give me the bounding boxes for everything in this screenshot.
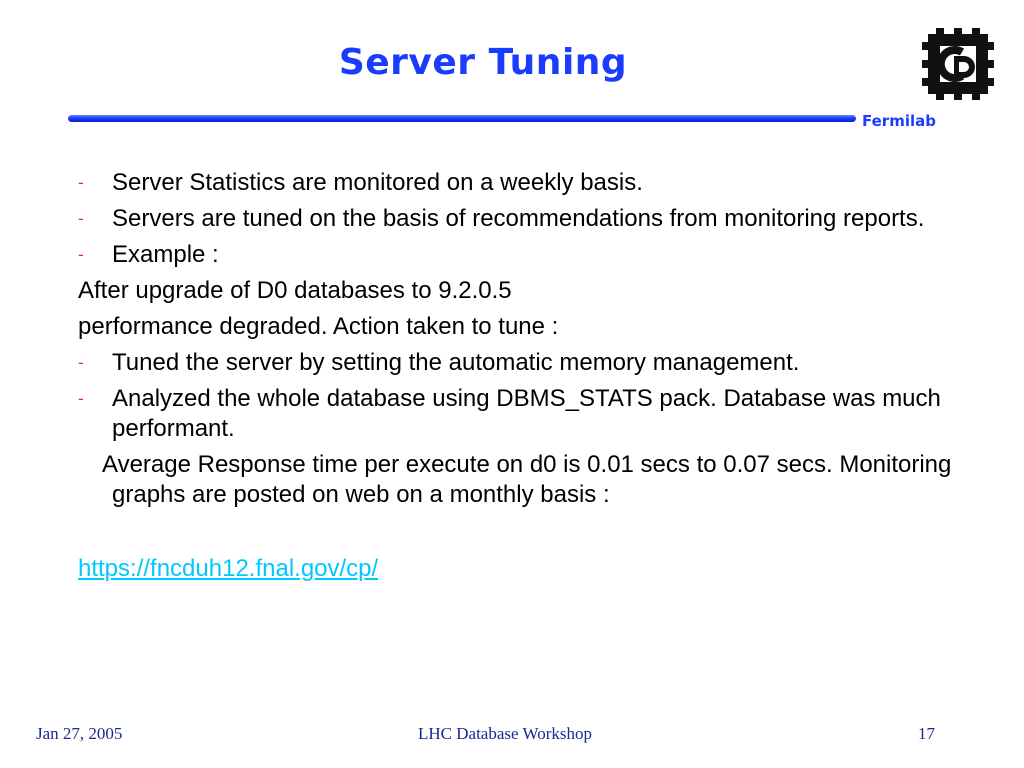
list-item (78, 204, 958, 234)
title-divider (68, 115, 856, 122)
bullet-marker: - (78, 209, 84, 228)
bullet-marker: - (78, 173, 84, 192)
list-item (78, 240, 958, 270)
list-item-text: Server Statistics are monitored on a weekly basis. (112, 169, 643, 196)
list-item (78, 348, 958, 378)
list-item-text: Analyzed the whole database using DBMS_STATS pack. Database was much performant. (112, 385, 941, 442)
page-number: 17 (918, 724, 935, 743)
list-item-text: Servers are tuned on the basis of recommendations from monitoring reports. (112, 205, 925, 232)
slide-body (78, 168, 958, 584)
body-text: performance degraded. Action taken to tune : (78, 313, 559, 340)
fermilab-cd-logo-icon (918, 24, 998, 104)
list-item (78, 384, 958, 444)
footer-event: LHC Database Workshop (418, 724, 592, 743)
average-response-text: Average Response time per execute on d0 is 0.01 secs to 0.07 secs. Monitoring graphs are posted on web on a monthly basis : (102, 451, 952, 508)
body-text: After upgrade of D0 databases to 9.2.0.5 (78, 277, 512, 304)
bullet-marker: - (78, 389, 84, 408)
slide-title: Server Tuning (338, 42, 628, 83)
bullet-marker: - (78, 353, 84, 372)
footer-date: Jan 27, 2005 (36, 724, 123, 743)
bullet-marker: - (78, 245, 84, 264)
list-item (78, 168, 958, 198)
org-label: Fermilab (862, 112, 936, 130)
list-item-text: Example : (112, 241, 219, 268)
monitoring-link[interactable]: https://fncduh12.fnal.gov/cp/ (78, 555, 379, 582)
list-item-text: Tuned the server by setting the automatic memory management. (112, 349, 800, 376)
